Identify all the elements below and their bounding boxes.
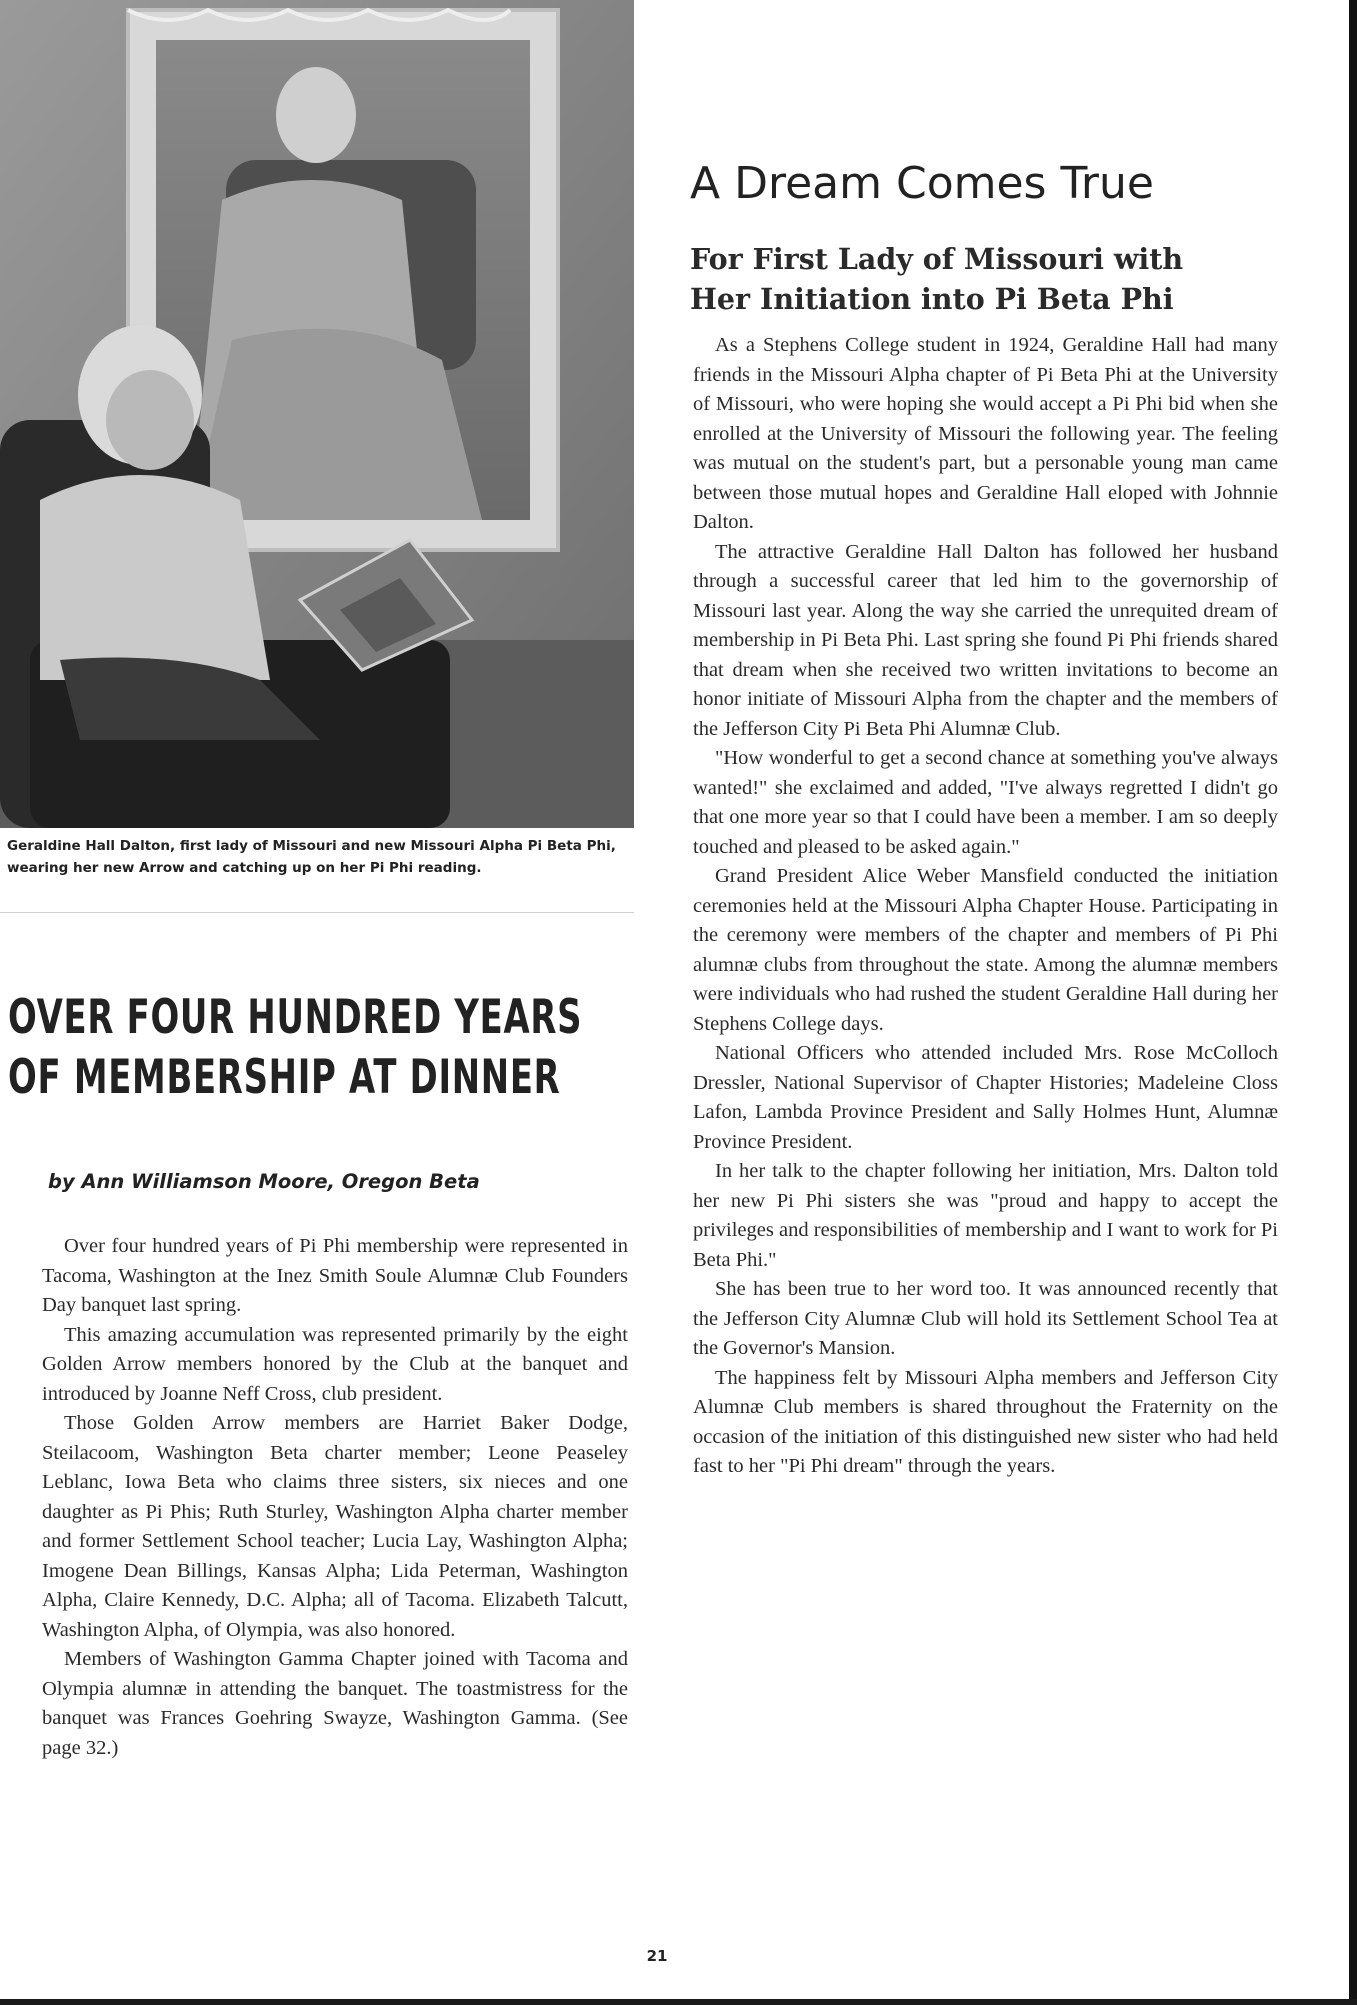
right-paragraph-4: Grand President Alice Weber Mansfield conducted the initiation ceremonies held at the Missouri Alpha Chapter House. Participating in the ceremony were members of the chapter and members of Pi Phi alumnæ clubs from throughout the state. Among the alumnæ members were individuals who had rushed the student Geraldine Hall during her Stephens College days. <box>693 865 1278 1035</box>
byline: by Ann Williamson Moore, Oregon Beta <box>48 1170 480 1193</box>
subheading-line-1: For First Lady of Missouri with <box>690 242 1184 276</box>
left-heading-line-2: OF MEMBERSHIP AT DINNER <box>8 1050 561 1105</box>
subheading-line-2: Her Initiation into Pi Beta Phi <box>690 282 1174 316</box>
right-article-heading: A Dream Comes True <box>690 158 1154 209</box>
right-paragraph-7: She has been true to her word too. It was announced recently that the Jefferson City Alumnæ Club will hold its Settlement School Tea at the Governor's Mansion. <box>693 1278 1278 1359</box>
left-heading-line-1: OVER FOUR HUNDRED YEARS <box>8 990 583 1045</box>
portrait-photo <box>0 0 634 828</box>
left-article-heading <box>8 988 583 1108</box>
photo-caption: Geraldine Hall Dalton, first lady of Missouri and new Missouri Alpha Pi Beta Phi, wearing her new Arrow and catching up on her Pi Phi reading. <box>7 838 616 876</box>
photo-illustration <box>0 0 634 828</box>
left-paragraph-2: This amazing accumulation was represented primarily by the eight Golden Arrow members honored by the Club at the banquet and introduced by Joanne Neff Cross, club president. <box>42 1323 628 1405</box>
right-article-body <box>693 331 1278 1482</box>
right-paragraph-3: "How wonderful to get a second chance at something you've always wanted!" she exclaimed and added, "I've always regretted I didn't go that one more year so that I could have been a member. I am so deeply touched and pleased to be asked again." <box>693 747 1278 858</box>
left-paragraph-1: Over four hundred years of Pi Phi membership were represented in Tacoma, Washington at the Inez Smith Soule Alumnæ Club Founders Day banquet last spring. <box>42 1235 628 1316</box>
right-paragraph-6: In her talk to the chapter following her initiation, Mrs. Dalton told her new Pi Phi sisters she was "proud and happy to accept the privileges and responsibilities of membership and I want to work for Pi Beta Phi." <box>693 1160 1278 1271</box>
right-article-subheading <box>690 239 1290 319</box>
scan-edge-right <box>1349 0 1357 2005</box>
right-paragraph-8: The happiness felt by Missouri Alpha members and Jefferson City Alumnæ Club members is shared throughout the Fraternity on the occasion of the initiation of this distinguished new sister who had held fast to her "Pi Phi dream" through the years. <box>693 1366 1278 1477</box>
section-divider <box>0 912 634 913</box>
left-paragraph-3: Those Golden Arrow members are Harriet Baker Dodge, Steilacoom, Washington Beta charter member; Leone Peaseley Leblanc, Iowa Beta who claims three sisters, six nieces and one daughter as Pi Phis; Ruth Sturley, Washington Alpha charter member and former Settlement School teacher; Lucia Lay, Washington Alpha; Imogene Dean Billings, Kansas Alpha; Lida Peterman, Washington Alpha, Claire Kennedy, D.C. Alpha; all of Tacoma. Elizabeth Talcutt, Washington Alpha, of Olympia, was also honored. <box>42 1412 628 1641</box>
right-paragraph-2: The attractive Geraldine Hall Dalton has followed her husband through a successful career that led him to the governorship of Missouri last year. Along the way she carried the unrequited dream of membership in Pi Beta Phi. Last spring she found Pi Phi friends shared that dream when she received two written invitations to become an honor initiate of Missouri Alpha from the chapter and the members of the Jefferson City Pi Beta Phi Alumnæ Club. <box>693 540 1278 740</box>
left-paragraph-4: Members of Washington Gamma Chapter joined with Tacoma and Olympia alumnæ in attending the banquet. The toastmistress for the banquet was Frances Goehring Swayze, Washington Gamma. (See page 32.) <box>42 1648 628 1759</box>
left-article-body <box>42 1232 628 1763</box>
scan-edge-bottom <box>0 1999 1357 2005</box>
right-paragraph-5: National Officers who attended included Mrs. Rose McColloch Dressler, National Supervisor of Chapter Histories; Madeleine Closs Lafon, Lambda Province President and Sally Holmes Hunt, Alumnæ Province President. <box>693 1042 1278 1153</box>
page-number: 21 <box>646 1947 668 1965</box>
right-paragraph-1: As a Stephens College student in 1924, Geraldine Hall had many friends in the Missouri Alpha chapter of Pi Beta Phi at the University of Missouri, who were hoping she would accept a Pi Phi bid when she enrolled at the University of Missouri the following year. The feeling was mutual on the student's part, but a personable young man came between those mutual hopes and Geraldine Hall eloped with Johnnie Dalton. <box>693 334 1278 533</box>
